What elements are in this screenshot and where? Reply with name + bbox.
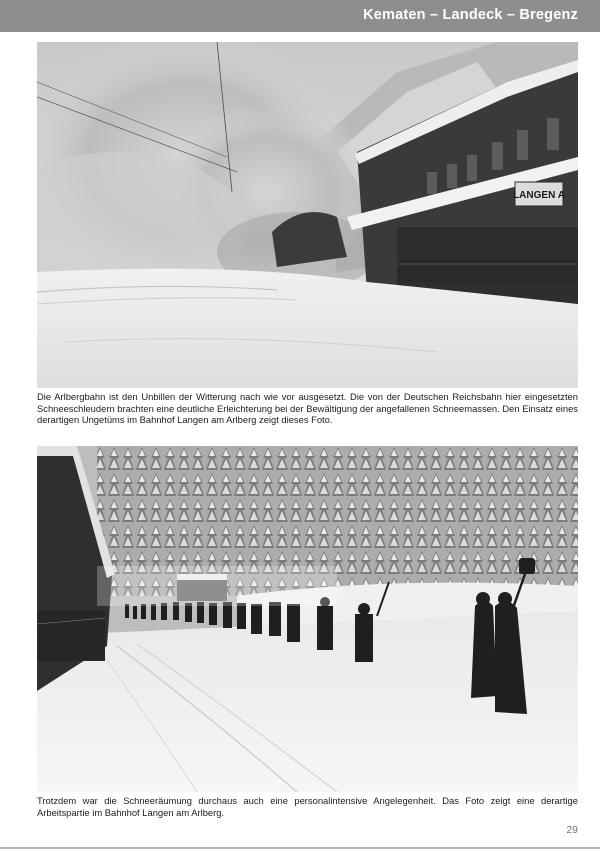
page-number: 29: [566, 824, 578, 836]
station-sign: LANGEN A: [513, 190, 565, 201]
chapter-title: Kematen – Landeck – Bregenz: [363, 7, 578, 23]
footer-divider: [0, 847, 600, 849]
photo-snow-blower-image: [37, 42, 578, 388]
photo-snow-blower-langen: [37, 42, 578, 388]
caption-photo-2: Trotzdem war die Schneeräumung durchaus auch eine personalintensive Angelegenheit. Das Foto zeigt eine derartige Arbeitspartie im Bahnhof Langen am Arlberg.: [37, 795, 578, 818]
photo-snow-clearing-image: [37, 446, 578, 792]
caption-photo-1: Die Arlbergbahn ist den Unbillen der Witterung nach wie vor ausgesetzt. Die von der Deutschen Reichsbahn hier eingesetzten Schneeschleudern brachten eine deutliche Erleichterung bei der Bewältigung der angefallenen Schneemassen. Den Einsatz eines derartigen Ungetüms im Bahnhof Langen am Arlberg zeigt dieses Foto.: [37, 391, 578, 426]
header-bar: [0, 0, 600, 32]
photo-snow-clearing-crew: [37, 446, 578, 792]
